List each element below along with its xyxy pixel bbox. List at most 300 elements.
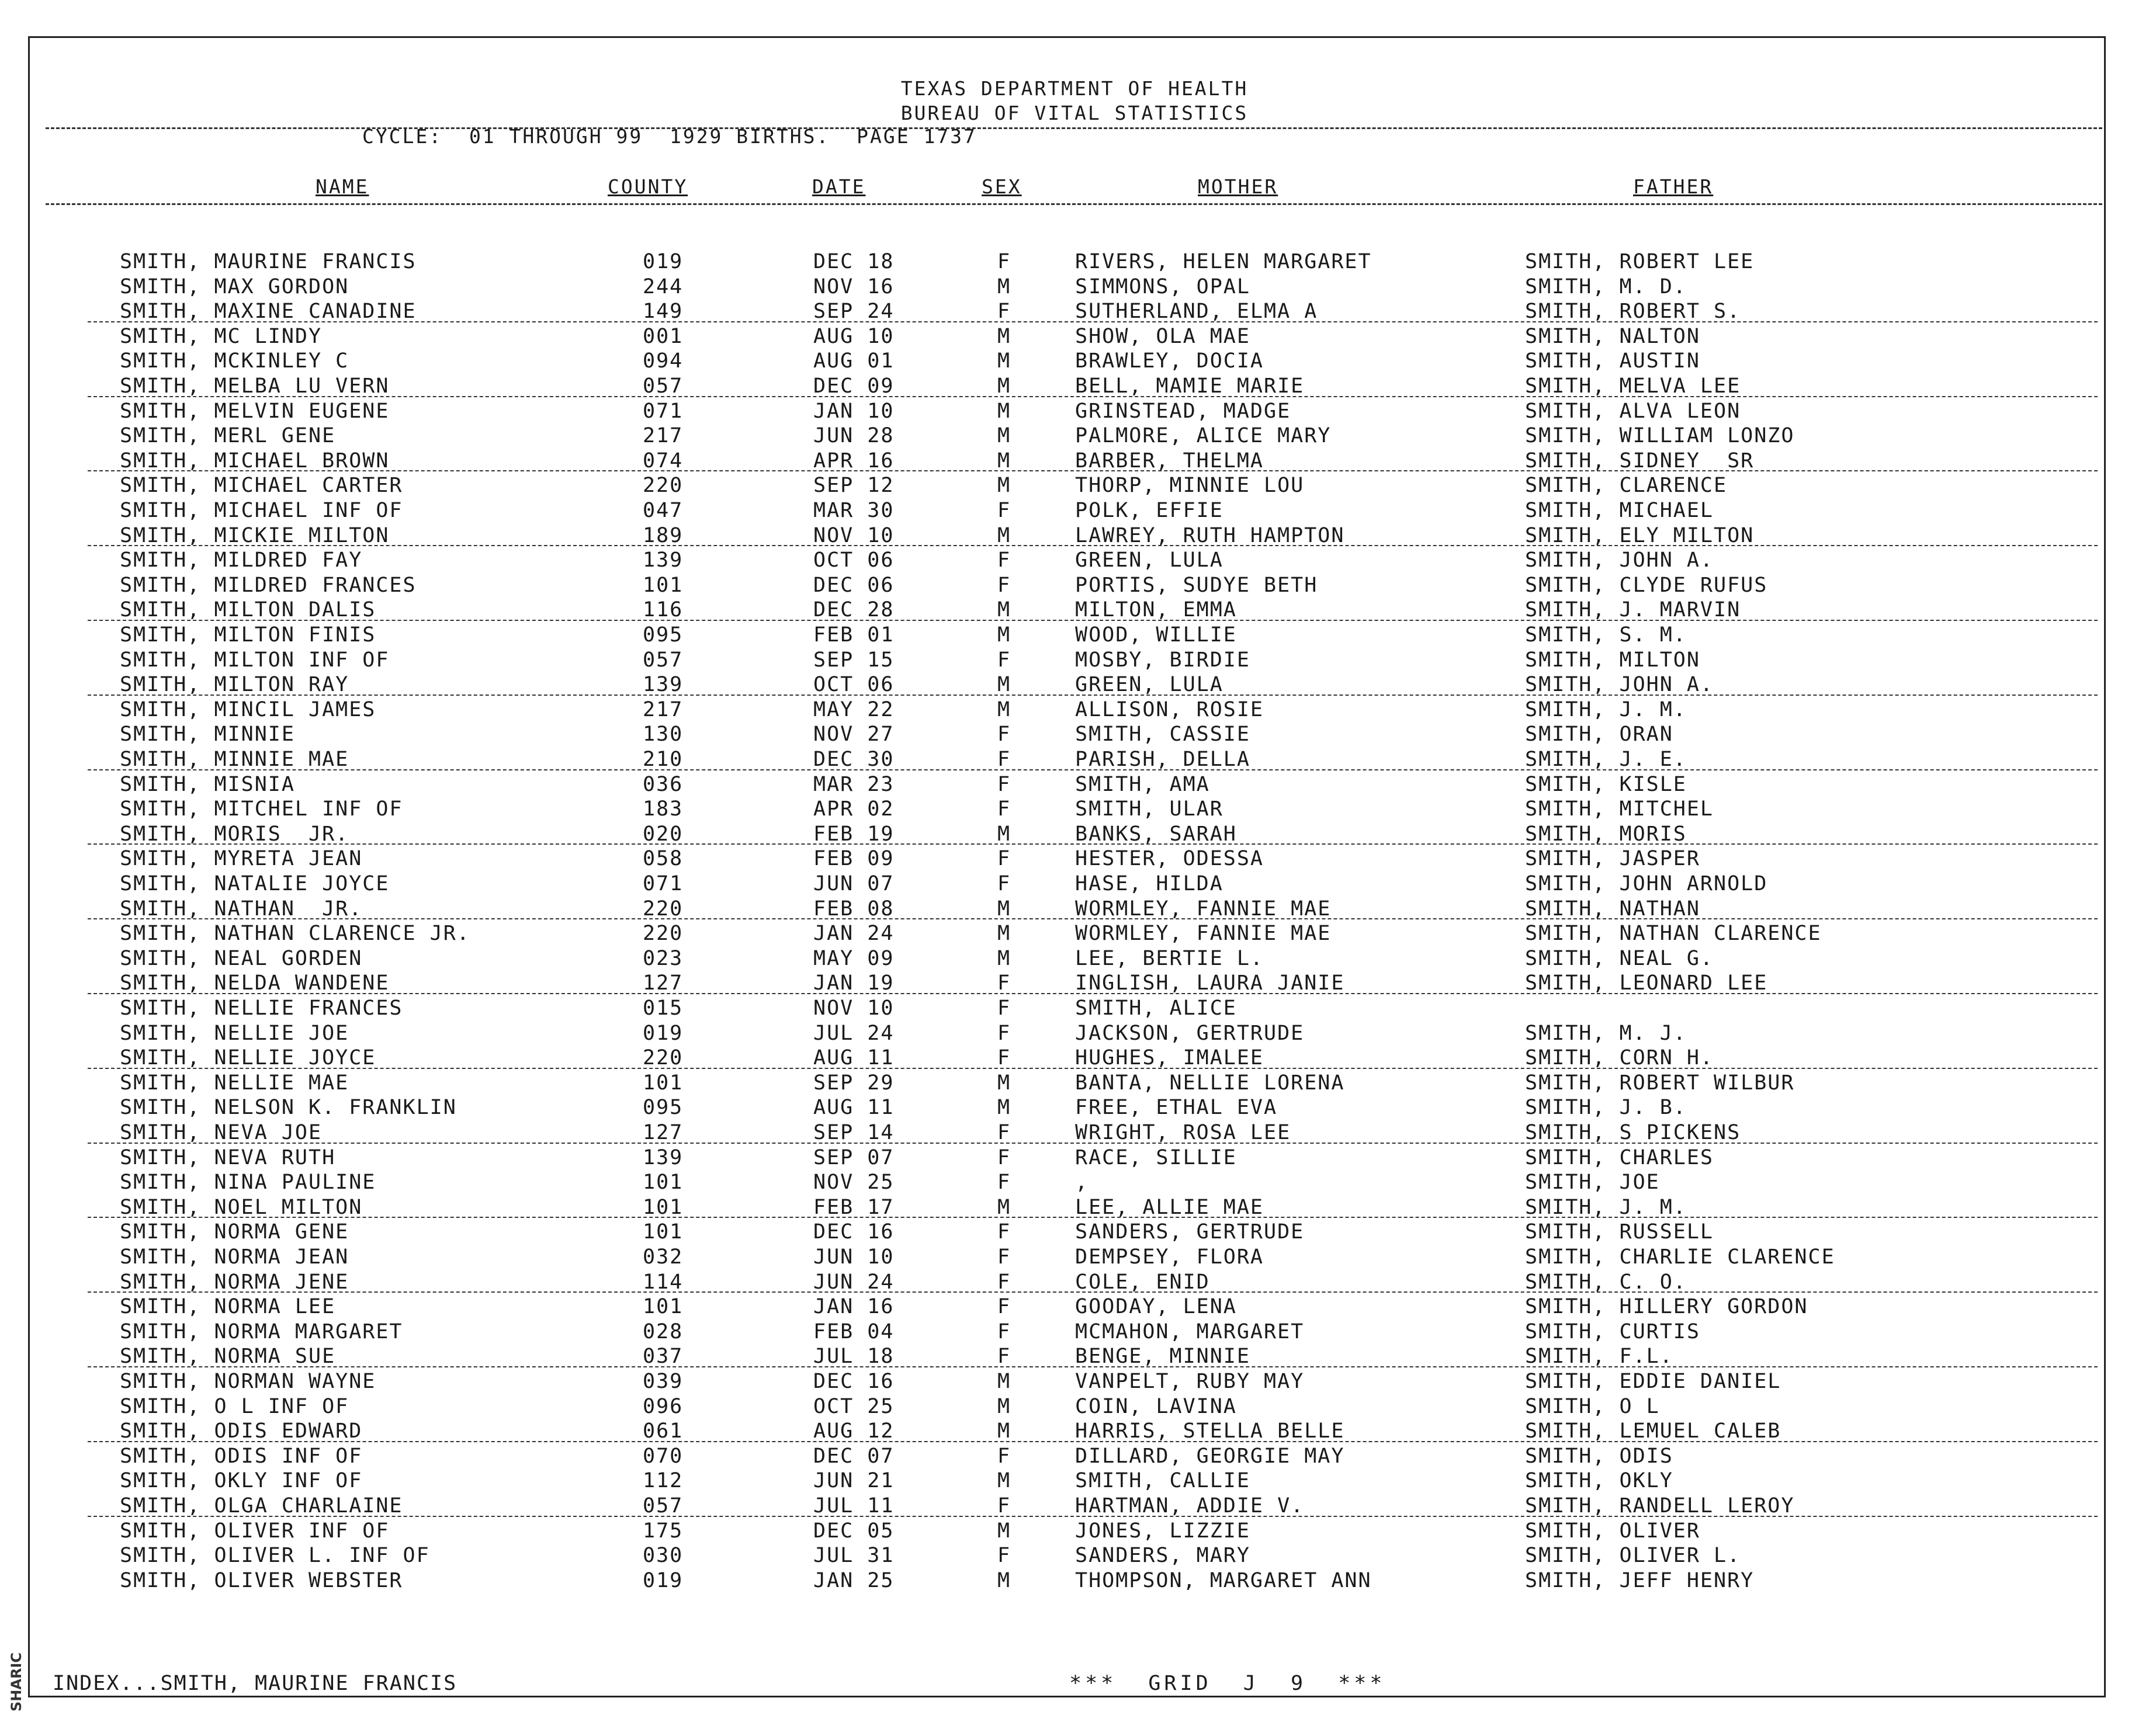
cell-sex: F <box>997 997 1011 1020</box>
cell-county: 116 <box>643 598 684 622</box>
cell-sex: M <box>997 1568 1011 1592</box>
table-row <box>0 922 2103 947</box>
cell-mother: GRINSTEAD, MADGE <box>1075 399 1291 423</box>
cell-father: SMITH, J. MARVIN <box>1525 598 1741 622</box>
cell-name: SMITH, NELLIE JOYCE <box>120 1046 376 1070</box>
table-row <box>0 424 2103 449</box>
cell-mother: PARISH, DELLA <box>1075 748 1250 771</box>
cell-sex: M <box>997 399 1011 423</box>
cell-sex: F <box>997 847 1011 871</box>
cell-mother: JACKSON, GERTRUDE <box>1075 1021 1305 1045</box>
cell-county: 217 <box>643 424 684 448</box>
cell-father: SMITH, JOHN A. <box>1525 548 1714 572</box>
cell-father: SMITH, AUSTIN <box>1525 349 1700 373</box>
cell-name: SMITH, NORMAN WAYNE <box>120 1370 376 1393</box>
cell-name: SMITH, NORMA GENE <box>120 1220 349 1244</box>
cell-father: SMITH, NALTON <box>1525 324 1700 348</box>
cell-date: APR 16 <box>813 449 895 473</box>
cell-date: SEP 29 <box>813 1071 895 1095</box>
cell-county: 139 <box>643 1145 684 1169</box>
cell-father: SMITH, OKLY <box>1525 1469 1673 1493</box>
col-header-sex: SEX <box>982 175 1022 198</box>
row-rule <box>88 470 2098 471</box>
cell-date: FEB 19 <box>813 822 895 846</box>
cell-date: DEC 16 <box>813 1370 895 1393</box>
table-row <box>0 1295 2103 1320</box>
cell-name: SMITH, MILDRED FAY <box>120 548 363 572</box>
cell-father: SMITH, MITCHEL <box>1525 797 1714 821</box>
header-rule <box>46 127 2102 129</box>
row-rule <box>88 321 2098 322</box>
cell-father: SMITH, MELVA LEE <box>1525 374 1741 398</box>
cell-name: SMITH, NORMA LEE <box>120 1295 336 1319</box>
cell-county: 023 <box>643 946 684 970</box>
cell-father: SMITH, J. M. <box>1525 1195 1687 1219</box>
cell-sex: F <box>997 648 1011 672</box>
cell-sex: F <box>997 1046 1011 1070</box>
cell-father: SMITH, NATHAN <box>1525 897 1700 921</box>
cell-date: JAN 24 <box>813 922 895 946</box>
cell-name: SMITH, NORMA SUE <box>120 1345 336 1369</box>
cell-date: SEP 12 <box>813 474 895 498</box>
cell-county: 001 <box>643 324 684 348</box>
cell-father: SMITH, CLYDE RUFUS <box>1525 573 1768 597</box>
cell-mother: FREE, ETHAL EVA <box>1075 1096 1278 1120</box>
cell-name: SMITH, MERL GENE <box>120 424 336 448</box>
table-row <box>0 250 2103 275</box>
table-row <box>0 947 2103 972</box>
cell-name: SMITH, OLIVER L. INF OF <box>120 1544 430 1568</box>
row-rule <box>88 1441 2098 1442</box>
cell-sex: M <box>997 822 1011 846</box>
cell-father: SMITH, MILTON <box>1525 648 1700 672</box>
table-row <box>0 1071 2103 1096</box>
cell-father: SMITH, MICHAEL <box>1525 499 1714 522</box>
cell-county: 139 <box>643 673 684 697</box>
cell-name: SMITH, MAX GORDON <box>120 275 349 298</box>
cell-mother: WRIGHT, ROSA LEE <box>1075 1121 1291 1144</box>
cell-date: NOV 10 <box>813 997 895 1020</box>
row-rule <box>88 1217 2098 1218</box>
cell-date: DEC 30 <box>813 748 895 771</box>
cell-date: AUG 11 <box>813 1046 895 1070</box>
cell-name: SMITH, MINNIE <box>120 723 295 747</box>
table-row <box>0 1171 2103 1196</box>
cell-date: SEP 07 <box>813 1145 895 1169</box>
cell-mother: GOODAY, LENA <box>1075 1295 1237 1319</box>
table-row <box>0 1544 2103 1569</box>
cell-county: 114 <box>643 1270 684 1294</box>
cell-date: SEP 15 <box>813 648 895 672</box>
cell-county: 019 <box>643 1021 684 1045</box>
cell-county: 127 <box>643 971 684 995</box>
cell-name: SMITH, MINCIL JAMES <box>120 697 376 721</box>
cell-name: SMITH, NELLIE FRANCES <box>120 997 403 1020</box>
cell-father: SMITH, CURTIS <box>1525 1320 1700 1343</box>
cell-county: 057 <box>643 374 684 398</box>
cell-date: JAN 16 <box>813 1295 895 1319</box>
cell-sex: F <box>997 1220 1011 1244</box>
table-row <box>0 698 2103 723</box>
cell-name: SMITH, MYRETA JEAN <box>120 847 363 871</box>
cell-father: SMITH, HILLERY GORDON <box>1525 1295 1808 1319</box>
table-row <box>0 1519 2103 1544</box>
row-rule <box>88 769 2098 770</box>
cell-sex: M <box>997 275 1011 298</box>
cell-mother: INGLISH, LAURA JANIE <box>1075 971 1345 995</box>
cell-sex: F <box>997 1320 1011 1343</box>
cell-father: SMITH, M. J. <box>1525 1021 1687 1045</box>
table-row <box>0 648 2103 673</box>
cell-date: JUL 18 <box>813 1345 895 1369</box>
table-row <box>0 872 2103 897</box>
cell-county: 015 <box>643 997 684 1020</box>
cell-mother: JONES, LIZZIE <box>1075 1519 1250 1543</box>
cell-mother: THORP, MINNIE LOU <box>1075 474 1305 498</box>
cell-sex: M <box>997 598 1011 622</box>
cell-county: 101 <box>643 1220 684 1244</box>
cell-mother: SIMMONS, OPAL <box>1075 275 1250 298</box>
row-rule <box>88 1143 2098 1144</box>
cell-name: SMITH, MC LINDY <box>120 324 323 348</box>
table-row <box>0 1022 2103 1047</box>
cell-date: FEB 01 <box>813 623 895 647</box>
cell-sex: F <box>997 1145 1011 1169</box>
cell-name: SMITH, ODIS INF OF <box>120 1444 363 1468</box>
cell-name: SMITH, OLGA CHARLAINE <box>120 1494 403 1518</box>
cell-date: DEC 07 <box>813 1444 895 1468</box>
cell-county: 139 <box>643 548 684 572</box>
row-rule <box>88 1291 2098 1293</box>
cell-county: 220 <box>643 922 684 946</box>
cell-sex: F <box>997 573 1011 597</box>
index-footer: INDEX...SMITH, MAURINE FRANCIS <box>53 1672 457 1695</box>
table-row <box>0 723 2103 748</box>
cell-sex: M <box>997 922 1011 946</box>
cell-sex: F <box>997 772 1011 796</box>
cell-date: OCT 25 <box>813 1394 895 1418</box>
cell-father: SMITH, RUSSELL <box>1525 1220 1714 1244</box>
cell-date: FEB 17 <box>813 1195 895 1219</box>
cell-mother: HUGHES, IMALEE <box>1075 1046 1264 1070</box>
cell-father: SMITH, JOE <box>1525 1171 1660 1195</box>
cell-county: 019 <box>643 1568 684 1592</box>
cell-date: FEB 08 <box>813 897 895 921</box>
table-row <box>0 997 2103 1022</box>
cell-county: 127 <box>643 1121 684 1144</box>
cell-sex: F <box>997 548 1011 572</box>
cell-sex: F <box>997 1171 1011 1195</box>
cell-date: NOV 27 <box>813 723 895 747</box>
side-stamp: SHARIC <box>8 1652 25 1711</box>
cell-name: SMITH, NATHAN CLARENCE JR. <box>120 922 470 946</box>
table-row <box>0 1245 2103 1270</box>
cell-county: 095 <box>643 1096 684 1120</box>
cell-name: SMITH, MCKINLEY C <box>120 349 349 373</box>
table-row <box>0 1220 2103 1245</box>
cell-father: SMITH, ROBERT S. <box>1525 300 1741 324</box>
cell-name: SMITH, MINNIE MAE <box>120 748 349 771</box>
cell-sex: M <box>997 623 1011 647</box>
cell-father: SMITH, NATHAN CLARENCE <box>1525 922 1822 946</box>
cell-mother: BELL, MAMIE MARIE <box>1075 374 1305 398</box>
cell-sex: M <box>997 1096 1011 1120</box>
table-row <box>0 1370 2103 1395</box>
cell-mother: BENGE, MINNIE <box>1075 1345 1250 1369</box>
cell-father: SMITH, CHARLIE CLARENCE <box>1525 1245 1835 1269</box>
cell-name: SMITH, MILTON INF OF <box>120 648 390 672</box>
cell-name: SMITH, MILTON FINIS <box>120 623 376 647</box>
cycle-line: CYCLE: 01 THROUGH 99 1929 BIRTHS. PAGE 1737 <box>362 125 977 148</box>
table-row <box>0 797 2103 822</box>
cell-name: SMITH, MILTON RAY <box>120 673 349 697</box>
cell-mother: COLE, ENID <box>1075 1270 1210 1294</box>
cell-name: SMITH, MILDRED FRANCES <box>120 573 417 597</box>
cell-father: SMITH, ORAN <box>1525 723 1673 747</box>
cell-county: 101 <box>643 1171 684 1195</box>
cell-sex: M <box>997 1419 1011 1443</box>
cell-sex: M <box>997 897 1011 921</box>
cell-mother: WORMLEY, FANNIE MAE <box>1075 922 1332 946</box>
cell-date: APR 02 <box>813 797 895 821</box>
cell-county: 101 <box>643 573 684 597</box>
cell-name: SMITH, O L INF OF <box>120 1394 349 1418</box>
cell-date: DEC 06 <box>813 573 895 597</box>
cell-date: NOV 10 <box>813 523 895 547</box>
cell-date: SEP 14 <box>813 1121 895 1144</box>
cell-mother: SANDERS, GERTRUDE <box>1075 1220 1305 1244</box>
cell-sex: M <box>997 1519 1011 1543</box>
cell-county: 030 <box>643 1544 684 1568</box>
cell-date: AUG 10 <box>813 324 895 348</box>
cell-sex: M <box>997 1469 1011 1493</box>
col-header-name: NAME <box>316 175 369 198</box>
cell-date: JUL 31 <box>813 1544 895 1568</box>
cell-county: 028 <box>643 1320 684 1343</box>
cell-county: 101 <box>643 1071 684 1095</box>
cell-sex: M <box>997 697 1011 721</box>
cell-sex: M <box>997 349 1011 373</box>
cell-father: SMITH, ALVA LEON <box>1525 399 1741 423</box>
cell-sex: M <box>997 424 1011 448</box>
cell-name: SMITH, MICHAEL INF OF <box>120 499 403 522</box>
cell-date: NOV 16 <box>813 275 895 298</box>
table-row <box>0 325 2103 350</box>
cell-date: JUN 21 <box>813 1469 895 1493</box>
cell-name: SMITH, NORMA MARGARET <box>120 1320 403 1343</box>
cell-name: SMITH, MICHAEL CARTER <box>120 474 403 498</box>
cell-date: JAN 25 <box>813 1568 895 1592</box>
cell-name: SMITH, MELVIN EUGENE <box>120 399 390 423</box>
table-row <box>0 773 2103 798</box>
table-row <box>0 623 2103 648</box>
cell-mother: LEE, ALLIE MAE <box>1075 1195 1264 1219</box>
cell-name: SMITH, NEVA JOE <box>120 1121 323 1144</box>
cell-date: JUL 11 <box>813 1494 895 1518</box>
cell-county: 032 <box>643 1245 684 1269</box>
cell-date: AUG 12 <box>813 1419 895 1443</box>
cell-date: JUN 28 <box>813 424 895 448</box>
cell-mother: POLK, EFFIE <box>1075 499 1223 522</box>
cell-name: SMITH, NEVA RUTH <box>120 1145 336 1169</box>
cell-name: SMITH, MISNIA <box>120 772 295 796</box>
cell-mother: ALLISON, ROSIE <box>1075 697 1264 721</box>
cell-county: 189 <box>643 523 684 547</box>
cell-county: 101 <box>643 1195 684 1219</box>
cell-sex: F <box>997 1544 1011 1568</box>
cell-county: 020 <box>643 822 684 846</box>
cell-date: MAR 30 <box>813 499 895 522</box>
cell-sex: F <box>997 1295 1011 1319</box>
cell-father: SMITH, S PICKENS <box>1525 1121 1741 1144</box>
cell-mother: LAWREY, RUTH HAMPTON <box>1075 523 1345 547</box>
cell-mother: SMITH, ULAR <box>1075 797 1223 821</box>
table-row <box>0 1569 2103 1594</box>
cell-mother: HARRIS, STELLA BELLE <box>1075 1419 1345 1443</box>
cell-sex: F <box>997 748 1011 771</box>
cell-sex: F <box>997 971 1011 995</box>
cell-county: 061 <box>643 1419 684 1443</box>
cell-sex: F <box>997 797 1011 821</box>
cell-mother: HARTMAN, ADDIE V. <box>1075 1494 1305 1518</box>
cell-name: SMITH, NATALIE JOYCE <box>120 872 390 895</box>
cell-father: SMITH, WILLIAM LONZO <box>1525 424 1795 448</box>
cell-sex: M <box>997 474 1011 498</box>
cell-date: JUN 10 <box>813 1245 895 1269</box>
cell-county: 074 <box>643 449 684 473</box>
cell-county: 057 <box>643 1494 684 1518</box>
table-row <box>0 1445 2103 1470</box>
cell-date: FEB 04 <box>813 1320 895 1343</box>
cell-name: SMITH, NORMA JEAN <box>120 1245 349 1269</box>
col-header-father: FATHER <box>1633 175 1714 198</box>
cell-name: SMITH, MAURINE FRANCIS <box>120 250 417 273</box>
row-rule <box>88 918 2098 919</box>
cell-sex: F <box>997 1270 1011 1294</box>
cell-mother: SMITH, ALICE <box>1075 997 1237 1020</box>
cell-father: SMITH, MORIS <box>1525 822 1687 846</box>
cell-mother: PALMORE, ALICE MARY <box>1075 424 1332 448</box>
cell-name: SMITH, NOEL MILTON <box>120 1195 363 1219</box>
cell-mother: BARBER, THELMA <box>1075 449 1264 473</box>
cell-father: SMITH, JOHN A. <box>1525 673 1714 697</box>
cell-date: JUN 07 <box>813 872 895 895</box>
cell-county: 096 <box>643 1394 684 1418</box>
table-row <box>0 574 2103 599</box>
cell-father: SMITH, JEFF HENRY <box>1525 1568 1755 1592</box>
cell-mother: VANPELT, RUBY MAY <box>1075 1370 1305 1393</box>
cell-date: SEP 24 <box>813 300 895 324</box>
row-rule <box>88 993 2098 994</box>
cell-name: SMITH, NINA PAULINE <box>120 1171 376 1195</box>
cell-date: DEC 18 <box>813 250 895 273</box>
cell-sex: F <box>997 300 1011 324</box>
cell-mother: GREEN, LULA <box>1075 673 1223 697</box>
cell-mother: RACE, SILLIE <box>1075 1145 1237 1169</box>
cell-mother: SHOW, OLA MAE <box>1075 324 1250 348</box>
cell-date: OCT 06 <box>813 548 895 572</box>
cell-mother: , <box>1075 1171 1089 1195</box>
table-row <box>0 847 2103 872</box>
cell-county: 220 <box>643 1046 684 1070</box>
cell-date: MAY 22 <box>813 697 895 721</box>
col-header-county: COUNTY <box>608 175 688 198</box>
cell-mother: GREEN, LULA <box>1075 548 1223 572</box>
cell-county: 036 <box>643 772 684 796</box>
cell-county: 175 <box>643 1519 684 1543</box>
cell-sex: M <box>997 1370 1011 1393</box>
cell-mother: BANTA, NELLIE LORENA <box>1075 1071 1345 1095</box>
cell-mother: MOSBY, BIRDIE <box>1075 648 1250 672</box>
table-row <box>0 275 2103 300</box>
cell-sex: F <box>997 1121 1011 1144</box>
cell-sex: M <box>997 324 1011 348</box>
table-row <box>0 349 2103 374</box>
cell-mother: BRAWLEY, DOCIA <box>1075 349 1264 373</box>
cell-county: 244 <box>643 275 684 298</box>
table-row <box>0 499 2103 524</box>
row-rule <box>88 620 2098 621</box>
table-row <box>0 1395 2103 1420</box>
cell-name: SMITH, OKLY INF OF <box>120 1469 363 1493</box>
row-rule <box>88 1068 2098 1069</box>
cell-sex: M <box>997 1071 1011 1095</box>
cell-father: SMITH, ODIS <box>1525 1444 1673 1468</box>
cell-father: SMITH, M. D. <box>1525 275 1687 298</box>
cell-date: JAN 10 <box>813 399 895 423</box>
cell-mother: LEE, BERTIE L. <box>1075 946 1264 970</box>
cell-mother: RIVERS, HELEN MARGARET <box>1075 250 1372 273</box>
cell-mother: WORMLEY, FANNIE MAE <box>1075 897 1332 921</box>
cell-name: SMITH, ODIS EDWARD <box>120 1419 363 1443</box>
row-rule <box>88 695 2098 696</box>
row-rule <box>88 1516 2098 1517</box>
cell-mother: THOMPSON, MARGARET ANN <box>1075 1568 1372 1592</box>
cell-county: 101 <box>643 1295 684 1319</box>
cell-father: SMITH, LEONARD LEE <box>1525 971 1768 995</box>
cell-sex: F <box>997 499 1011 522</box>
cell-name: SMITH, OLIVER WEBSTER <box>120 1568 403 1592</box>
table-row <box>0 1320 2103 1345</box>
cell-mother: WOOD, WILLIE <box>1075 623 1237 647</box>
cell-father: SMITH, F.L. <box>1525 1345 1673 1369</box>
cell-name: SMITH, NELLIE JOE <box>120 1021 349 1045</box>
cell-father: SMITH, J. M. <box>1525 697 1687 721</box>
cell-sex: M <box>997 1394 1011 1418</box>
cell-father: SMITH, OLIVER L. <box>1525 1544 1741 1568</box>
cell-date: AUG 01 <box>813 349 895 373</box>
cell-father: SMITH, S. M. <box>1525 623 1687 647</box>
cell-name: SMITH, MICKIE MILTON <box>120 523 390 547</box>
cell-county: 037 <box>643 1345 684 1369</box>
cell-father: SMITH, JOHN ARNOLD <box>1525 872 1768 895</box>
cell-name: SMITH, MITCHEL INF OF <box>120 797 403 821</box>
bureau-title: BUREAU OF VITAL STATISTICS <box>900 102 1249 124</box>
col-header-mother: MOTHER <box>1198 175 1278 198</box>
cell-mother: MILTON, EMMA <box>1075 598 1237 622</box>
cell-father: SMITH, SIDNEY SR <box>1525 449 1755 473</box>
cell-name: SMITH, NORMA JENE <box>120 1270 349 1294</box>
cell-county: 217 <box>643 697 684 721</box>
cell-county: 112 <box>643 1469 684 1493</box>
row-rule <box>88 396 2098 397</box>
cell-sex: F <box>997 1494 1011 1518</box>
cell-sex: M <box>997 523 1011 547</box>
cell-mother: DILLARD, GEORGIE MAY <box>1075 1444 1345 1468</box>
grid-footer: *** GRID J 9 *** <box>1069 1672 1386 1695</box>
cell-county: 047 <box>643 499 684 522</box>
cell-father: SMITH, O L <box>1525 1394 1660 1418</box>
